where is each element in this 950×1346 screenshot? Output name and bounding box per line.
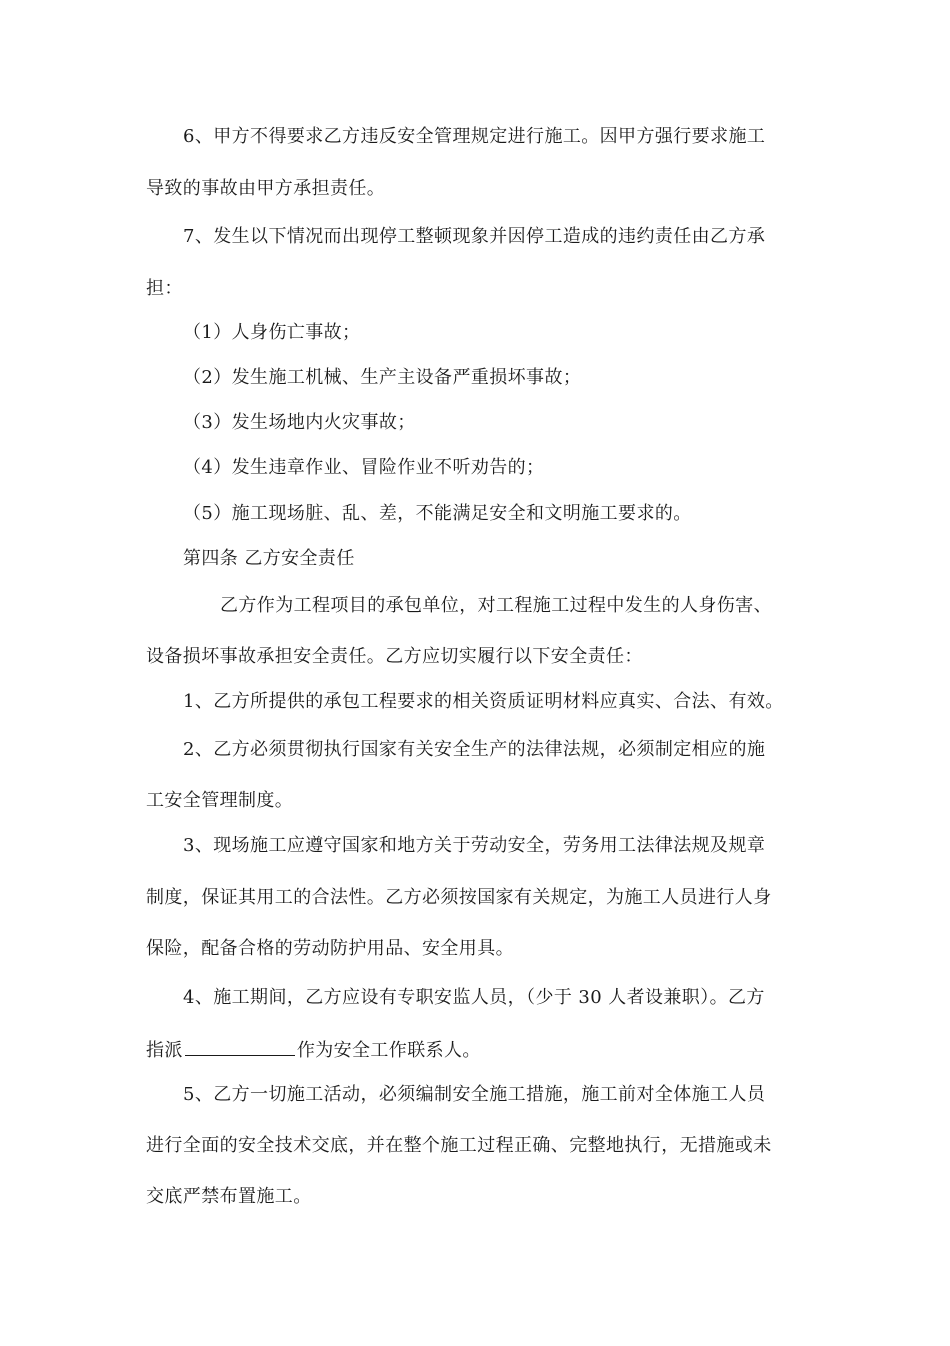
item-4: （4）发生违章作业、冒险作业不听劝告的；	[183, 457, 545, 478]
clause-6-line-2: 导致的事故由甲方承担责任。	[146, 178, 386, 199]
duty-3-line-3: 保险，配备合格的劳动防护用品、安全用具。	[146, 938, 514, 959]
duty-2-line-2: 工安全管理制度。	[146, 790, 294, 811]
clause-6-line-1: 6、甲方不得要求乙方违反安全管理规定进行施工。因甲方强行要求施工	[183, 126, 766, 147]
duty-3-line-2: 制度，保证其用工的合法性。乙方必须按国家有关规定，为施工人员进行人身	[146, 887, 772, 908]
duty-3-line-1: 3、现场施工应遵守国家和地方关于劳动安全，劳务用工法律法规及规章	[183, 835, 766, 856]
item-1: （1）人身伤亡事故；	[183, 322, 361, 343]
duty-2-line-1: 2、乙方必须贯彻执行国家有关安全生产的法律法规，必须制定相应的施	[183, 739, 766, 760]
intro-line-2: 设备损坏事故承担安全责任。乙方应切实履行以下安全责任：	[146, 646, 643, 667]
intro-line-1: 乙方作为工程项目的承包单位，对工程施工过程中发生的人身伤害、	[220, 595, 772, 616]
duty-4-suffix: 作为安全工作联系人。	[296, 1040, 481, 1061]
duty-4-line-1: 4、施工期间，乙方应设有专职安监人员，（少于 30 人者设兼职）。乙方	[183, 987, 765, 1008]
contact-blank-field[interactable]	[185, 1037, 295, 1056]
clause-7-line-1: 7、发生以下情况而出现停工整顿现象并因停工造成的违约责任由乙方承	[183, 226, 766, 247]
duty-5-line-2: 进行全面的安全技术交底，并在整个施工过程正确、完整地执行，无措施或未	[146, 1135, 772, 1156]
section-heading: 第四条 乙方安全责任	[183, 548, 355, 569]
duty-4-prefix: 指派	[146, 1040, 183, 1061]
item-3: （3）发生场地内火灾事故；	[183, 412, 416, 433]
item-5: （5）施工现场脏、乱、差，不能满足安全和文明施工要求的。	[183, 503, 692, 524]
duty-5-line-3: 交底严禁布置施工。	[146, 1186, 312, 1207]
duty-1: 1、乙方所提供的承包工程要求的相关资质证明材料应真实、合法、有效。	[183, 691, 784, 712]
duty-4-line-2	[146, 1037, 481, 1063]
clause-7-line-2: 担：	[146, 278, 183, 299]
duty-5-line-1: 5、乙方一切施工活动，必须编制安全施工措施，施工前对全体施工人员	[183, 1084, 766, 1105]
item-2: （2）发生施工机械、生产主设备严重损坏事故；	[183, 367, 582, 388]
